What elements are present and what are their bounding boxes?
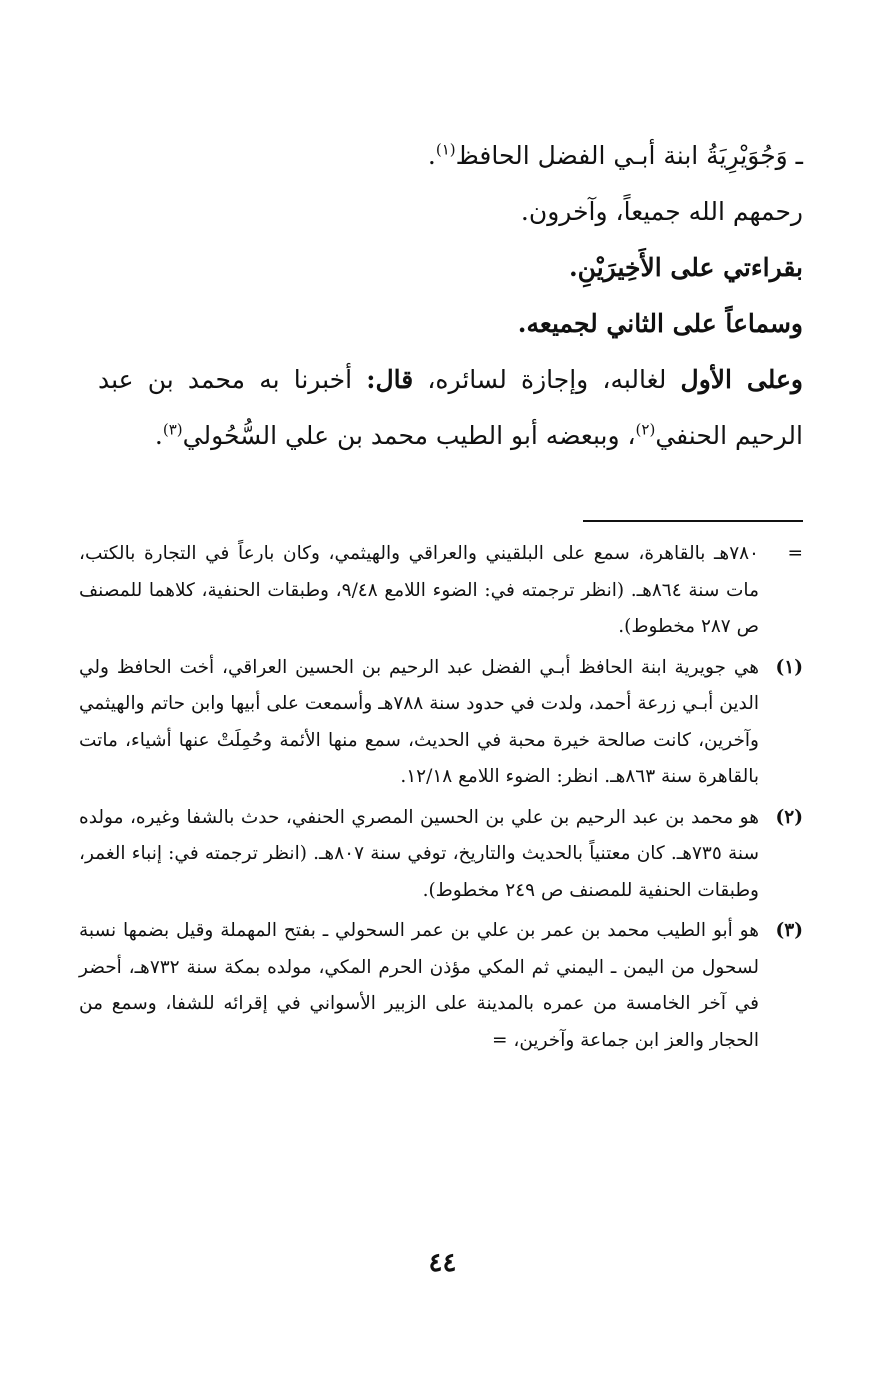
page-number: ٤٤ xyxy=(428,1248,457,1278)
footnote-1 xyxy=(79,650,803,796)
main-line-1-end: . xyxy=(427,141,436,170)
footnotes xyxy=(79,536,803,1063)
main-line-3: بقراءتي على الأَخِيرَيْنِ. xyxy=(568,253,803,282)
footnote-ref-1[interactable]: (١) xyxy=(435,140,456,159)
para-text-3: ، وببعضه أبو الطيب محمد بن علي السُّحُولي xyxy=(182,421,636,450)
footnote-1-number: (١) xyxy=(775,656,803,678)
main-paragraph xyxy=(98,352,803,464)
para-text-1: لغالبه، وإجازة لسائره، xyxy=(413,365,681,394)
footnote-ref-3[interactable]: (٣) xyxy=(162,420,183,439)
footnote-separator xyxy=(583,520,803,522)
footnote-2-number: (٢) xyxy=(775,806,803,828)
footnote-2-text: هو محمد بن عبد الرحيم بن علي بن الحسين المصري الحنفي، حدث بالشفا وغيره، مولده سنة ٧٣٥هـ. كان معتنياً بالحديث والتاريخ، توفي سنة ٨٠٧هـ. (انظر ترجمته في: إنباء الغمر، وطبقات الحنفية للمصنف ص ٢٤٩ مخطوط). xyxy=(79,806,759,901)
footnote-continuation-mark: = xyxy=(787,543,803,564)
main-line-2: رحمهم الله جميعاً، وآخرون. xyxy=(520,197,803,226)
para-bold-1: وعلى الأول xyxy=(680,365,804,394)
main-line-1-text: ـ وَجُوَيْرِيَةُ ابنة أبـي الفضل الحافظ xyxy=(455,141,803,170)
footnote-ref-2[interactable]: (٢) xyxy=(635,420,656,439)
para-text-2: أخبرنا به محمد بن عبد الرحيم الحنفي xyxy=(98,365,803,450)
main-line-1 xyxy=(98,128,803,184)
main-line-4: وسماعاً على الثاني لجميعه. xyxy=(517,309,803,338)
main-text xyxy=(98,128,803,464)
para-end: . xyxy=(154,421,163,450)
footnote-1-text: هي جويرية ابنة الحافظ أبـي الفضل عبد الرحيم بن الحسين العراقي، أخت الحافظ ولي الدين أبـي زرعة أحمد، ولدت في حدود سنة ٧٨٨هـ وأسمعت على أبيها وابن حاتم والهيثمي وآخرين، كانت صالحة خيرة محبة في الحديث، سمع منها الأئمة وحُمِلَتْ عنها أشياء، ماتت بالقاهرة سنة ٨٦٣هـ. انظر: الضوء اللامع ١٢/١٨. xyxy=(79,656,760,787)
footnote-3 xyxy=(79,913,803,1059)
footnote-continuation-text: ٧٨٠هـ بالقاهرة، سمع على البلقيني والعراقي والهيثمي، وكان بارعاً في التجارة بالكتب، مات سنة ٨٦٤هـ. (انظر ترجمته في: الضوء اللامع ٩/٤٨، وطبقات الحنفية، كلاهما للمصنف ص ٢٨٧ مخطوط). xyxy=(79,543,759,637)
footnote-2 xyxy=(79,800,803,910)
footnote-3-number: (٣) xyxy=(775,920,803,941)
footnote-3-text: هو أبو الطيب محمد بن عمر بن علي بن عمر السحولي ـ بفتح المهملة وقيل بضمها نسبة لسحول من اليمن ـ اليمني ثم المكي مؤذن الحرم المكي، مولده بمكة سنة ٧٣٢هـ، أحضر في آخر الخامسة من عمره بالمدينة على الزبير الأسواني في إقرائه للشفا، وسمع من الحجار والعز ابن جماعة وآخرين، xyxy=(79,920,759,1051)
footnote-continuation xyxy=(79,536,803,646)
footnote-3-continues-mark: = xyxy=(491,1029,508,1051)
para-bold-2: قال: xyxy=(366,365,414,394)
